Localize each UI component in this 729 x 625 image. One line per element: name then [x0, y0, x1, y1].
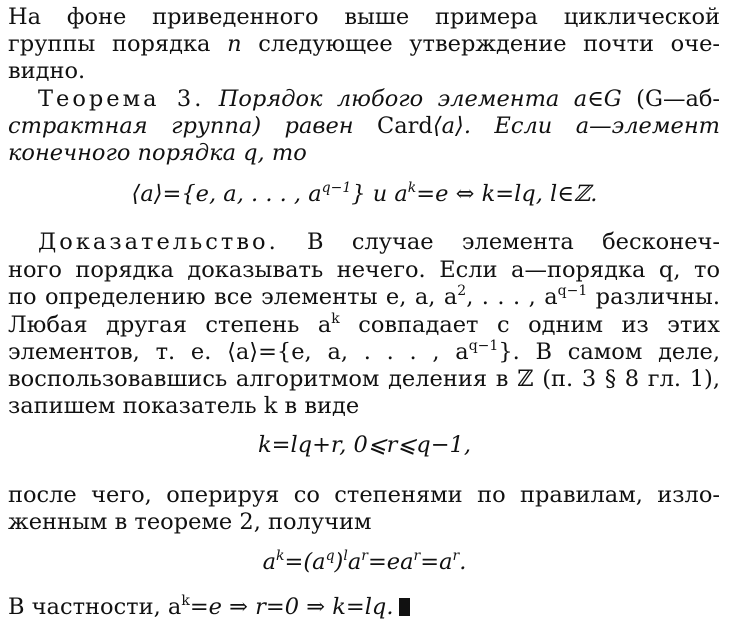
theorem-text: ⟨a⟩. Если a—элемент [432, 113, 720, 139]
formula-part: ⟨a⟩={e, a, . . . , a [131, 181, 322, 207]
intro-line-1 [8, 4, 720, 30]
formula-part: =e ⇔ k=lq, l∈ℤ. [416, 181, 598, 207]
final-line [8, 594, 720, 620]
formula-part: } и a [351, 181, 408, 207]
theorem-text: (G—аб- [621, 86, 721, 112]
formula-part: =ea [367, 549, 414, 575]
formula-exponent: k [407, 180, 417, 196]
intro-line-3 [8, 58, 720, 84]
exponent: k [181, 593, 190, 609]
formula-exponent: r [452, 548, 460, 564]
intro-text: видно. [8, 58, 86, 84]
proof-heading: Доказательство. [38, 229, 279, 255]
theorem-text: конечного порядка q, то [8, 140, 307, 166]
proof-line-2 [8, 257, 720, 283]
card-operator: Card [377, 113, 433, 139]
formula-cyclic-subgroup [0, 181, 729, 207]
proof-text: совпадает с одним из этих [339, 312, 720, 338]
formula-part: =(a [284, 549, 326, 575]
formula-exponent: l [343, 548, 348, 564]
proof-line-3 [8, 284, 720, 310]
variable-n: n [227, 31, 242, 57]
exponent: q−1 [468, 338, 499, 354]
proof-text: различны. [587, 284, 720, 310]
theorem-line-3 [8, 140, 720, 166]
proof-text: , . . . , a [466, 284, 558, 310]
formula-exponent: k [276, 548, 285, 564]
exponent: 2 [457, 283, 467, 299]
after-line-1 [8, 482, 720, 508]
qed-square-icon [399, 598, 410, 616]
formula-part: ) [334, 549, 344, 575]
proof-line-6 [8, 366, 720, 392]
proof-line-5 [8, 339, 720, 365]
formula-part: k=lq+r, 0⩽r⩽q−1, [257, 432, 472, 458]
formula-exponent: r [361, 548, 368, 564]
intro-text: группы порядка [8, 31, 228, 57]
proof-text: элементов, т. е. ⟨a⟩={e, a, . . . , a [8, 339, 469, 365]
proof-line-4 [8, 312, 720, 338]
proof-line-7 [8, 393, 720, 419]
formula-part: =e ⇒ r=0 ⇒ k=lq. [189, 594, 394, 620]
intro-text: На фоне приведенного выше примера циклической [8, 4, 720, 30]
proof-text: запишем показатель k в виде [8, 393, 360, 419]
formula-part: . [459, 549, 467, 575]
exponent: k [331, 311, 340, 327]
formula-part: a [347, 549, 362, 575]
theorem-text: страктная группа) равен [8, 113, 378, 139]
formula-exponent: r [413, 548, 421, 564]
after-line-2 [8, 509, 720, 535]
intro-text: следующее утверждение почти оче- [241, 31, 721, 57]
proof-text: после чего, оперируя со степенями по правилам, изло- [8, 482, 720, 508]
formula-division [0, 432, 729, 458]
intro-line-2 [8, 31, 720, 57]
proof-text: В частности, a [8, 594, 182, 620]
proof-text: }. В самом деле, [498, 339, 721, 365]
formula-exponent: q−1 [321, 180, 352, 196]
proof-text: женным в теореме 2, получим [8, 509, 372, 535]
formula-part: =a [420, 549, 453, 575]
formula-power [0, 549, 729, 575]
proof-text: по определению все элементы e, a, a [8, 284, 458, 310]
proof-text: Любая другая степень a [8, 312, 332, 338]
theorem-heading: Теорема 3. [38, 86, 205, 112]
proof-line-1 [38, 229, 720, 255]
formula-part: a [262, 549, 277, 575]
exponent: q−1 [557, 283, 588, 299]
theorem-text: Порядок любого элемента a∈G [204, 86, 622, 112]
proof-text: ного порядка доказывать нечего. Если a—порядка q, то [8, 257, 720, 283]
theorem-line-1 [38, 86, 720, 112]
theorem-line-2 [8, 113, 720, 139]
proof-text: В случае элемента бесконеч- [278, 229, 720, 255]
formula-exponent: q [325, 548, 335, 564]
proof-text: воспользовавшись алгоритмом деления в ℤ (п. 3 § 8 гл. 1), [8, 366, 720, 392]
